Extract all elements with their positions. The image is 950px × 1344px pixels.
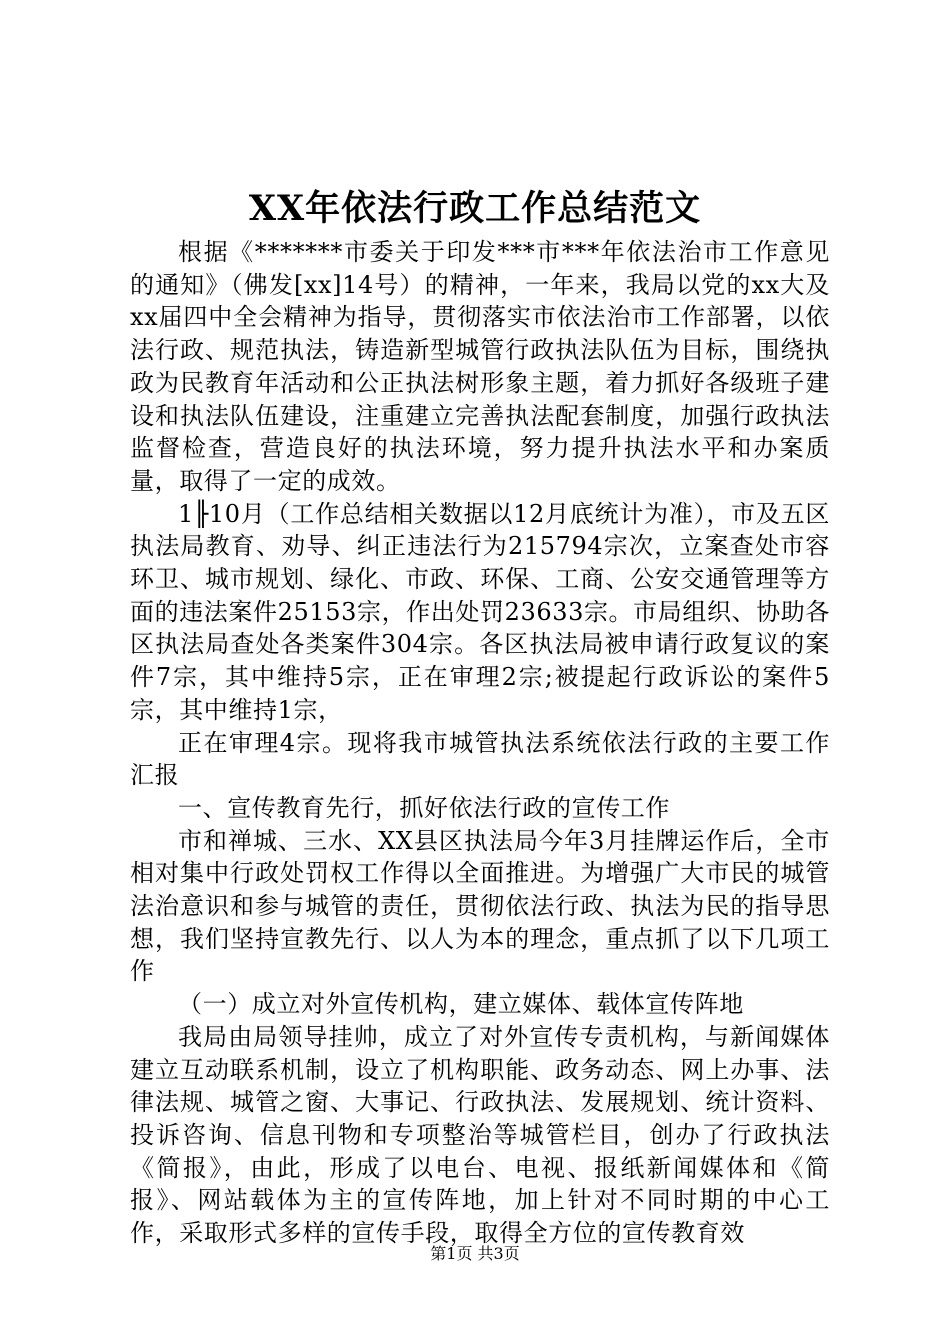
document-body [130, 236, 830, 1250]
page-footer: 第1页 共3页 [430, 1244, 520, 1263]
paragraph: 市和禅城、三水、XX县区执法局今年3月挂牌运作后，全市相对集中行政处罚权工作得以全面推进。为增强广大市民的城管法治意识和参与城管的责任，贯彻依法行政、执法为民的指导思想，我们坚持宣教先行、以人为本的理念，重点抓了以下几项工作 [130, 826, 830, 986]
document-title: XX年依法行政工作总结范文 [248, 188, 702, 229]
paragraph: 正在审理4宗。现将我市城管执法系统依法行政的主要工作汇报 [130, 728, 830, 790]
paragraph: 1╟10月（工作总结相关数据以12月底统计为准），市及五区执法局教育、劝导、纠正违法行为215794宗次，立案查处市容环卫、城市规划、绿化、市政、环保、工商、公安交通管理等方面的违法案件25153宗，作出处罚23633宗。市局组织、协助各区执法局查处各类案件304宗。各区执法局被申请行政复议的案件7宗，其中维持5宗，正在审理2宗;被提起行政诉讼的案件5宗，其中维持1宗， [130, 499, 830, 724]
paragraph: 根据《*******市委关于印发***市***年依法治市工作意见的通知》（佛发[xx]14号）的精神，一年来，我局以党的xx大及xx届四中全会精神为指导，贯彻落实市依法治市工作部署，以依法行政、规范执法，铸造新型城管行政执法队伍为目标，围绕执政为民教育年活动和公正执法树形象主题，着力抓好各级班子建设和执法队伍建设，注重建立完善执法配套制度，加强行政执法监督检查，营造良好的执法环境，努力提升执法水平和办案质量，取得了一定的成效。 [130, 238, 830, 495]
subsection-heading: （一）成立对外宣传机构，建立媒体、载体宣传阵地 [178, 990, 744, 1019]
section-heading: 一、宣传教育先行，抓好依法行政的宣传工作 [178, 793, 670, 822]
paragraph: 我局由局领导挂帅，成立了对外宣传专责机构，与新闻媒体建立互动联系机制，设立了机构职能、政务动态、网上办事、法律法规、城管之窗、大事记、行政执法、发展规划、统计资料、投诉咨询、信息刊物和专项整治等城管栏目，创办了行政执法《简报》，由此，形成了以电台、电视、报纸新闻媒体和《简报》、网站载体为主的宣传阵地，加上针对不同时期的中心工作，采取形式多样的宣传手段，取得全方位的宣传教育效 [130, 1022, 830, 1248]
